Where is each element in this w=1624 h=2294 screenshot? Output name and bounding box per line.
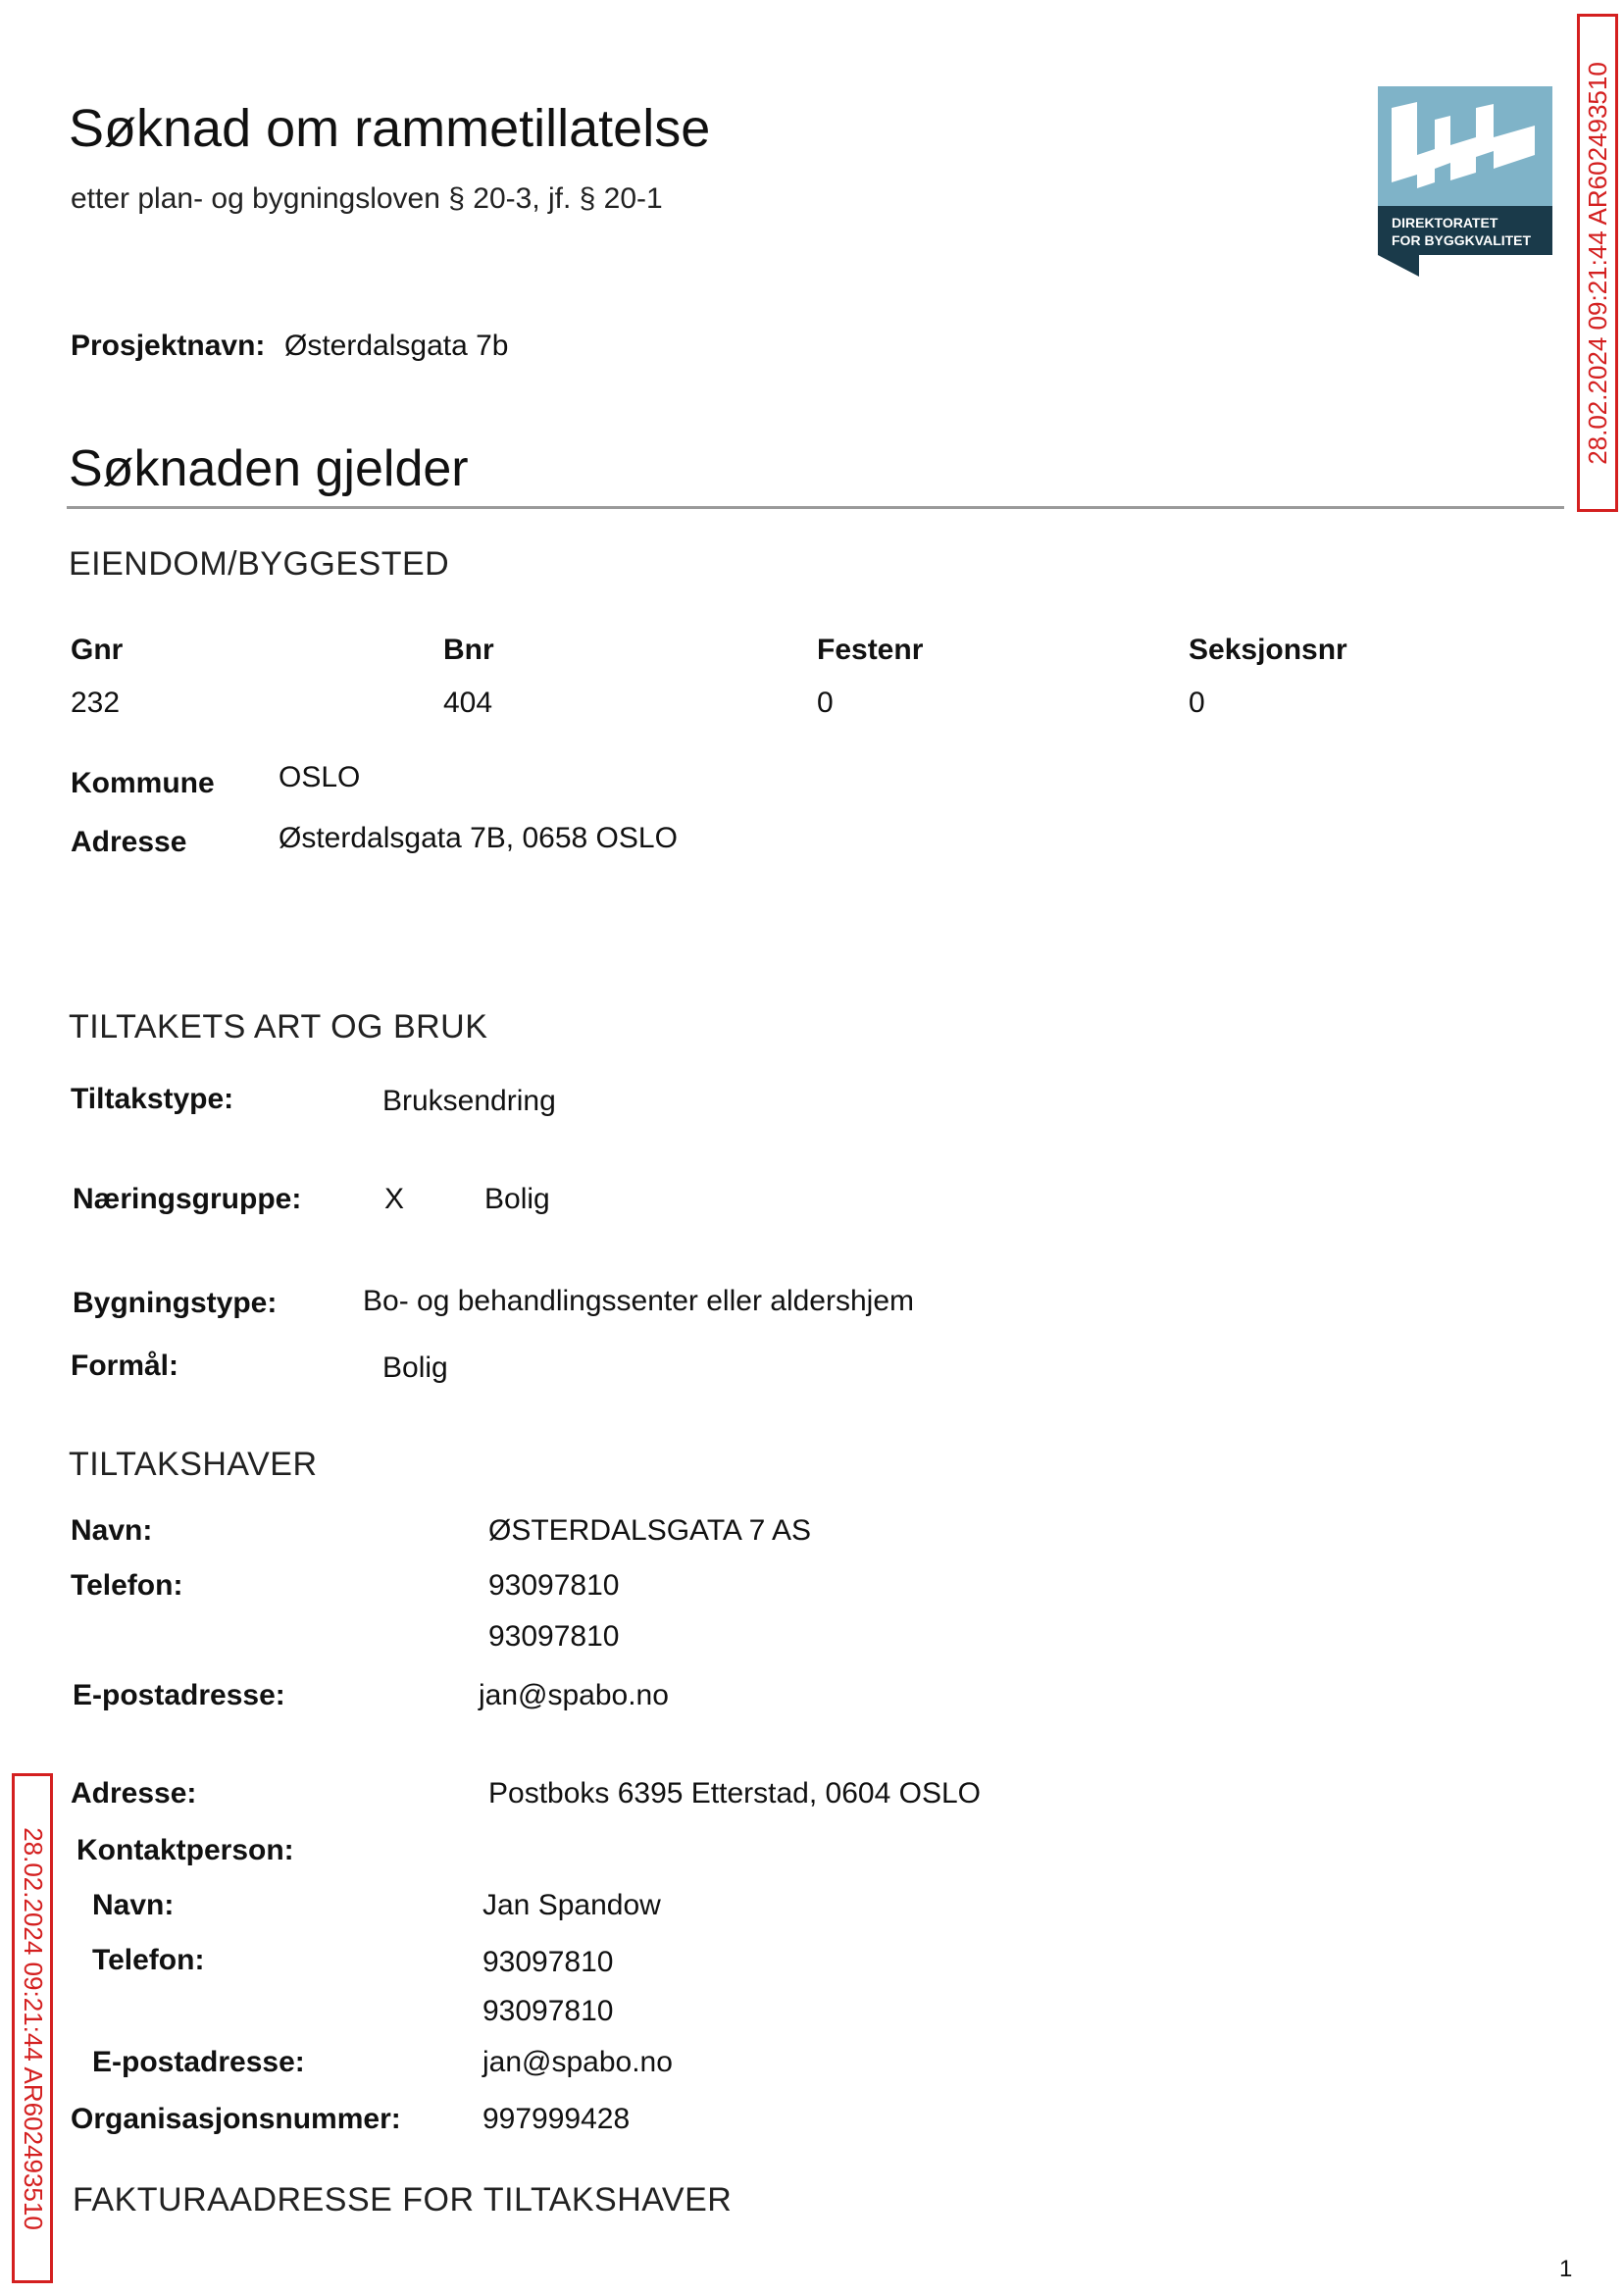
tiltakshaver-adresse-label: Adresse: bbox=[71, 1777, 197, 1810]
kommune-label: Kommune bbox=[71, 767, 215, 799]
timestamp-stamp-left-text: 28.02.2024 09:21:44 AR602493510 bbox=[18, 1826, 48, 2230]
tiltakstype-label: Tiltakstype: bbox=[71, 1083, 234, 1115]
kommune-value: OSLO bbox=[279, 761, 361, 793]
orgnr-label: Organisasjonsnummer: bbox=[71, 2103, 401, 2135]
tiltakshaver-telefon-value-2: 93097810 bbox=[488, 1620, 620, 1653]
formaal-value: Bolig bbox=[382, 1351, 448, 1384]
faktura-heading: FAKTURAADRESSE FOR TILTAKSHAVER bbox=[73, 2181, 733, 2218]
gnr-value: 232 bbox=[71, 687, 121, 719]
naeringsgruppe-label: Næringsgruppe: bbox=[73, 1183, 302, 1215]
tiltakshaver-navn-label: Navn: bbox=[71, 1514, 153, 1547]
dibk-logo bbox=[1378, 86, 1552, 277]
tiltakshaver-heading: TILTAKSHAVER bbox=[69, 1446, 318, 1483]
tiltakshaver-epost-value: jan@spabo.no bbox=[479, 1679, 669, 1711]
project-label: Prosjektnavn: bbox=[71, 330, 266, 362]
tiltakshaver-telefon-label: Telefon: bbox=[71, 1569, 183, 1602]
bnr-label: Bnr bbox=[443, 634, 494, 666]
tiltak-heading: TILTAKETS ART OG BRUK bbox=[69, 1008, 488, 1045]
naeringsgruppe-value: Bolig bbox=[484, 1183, 550, 1215]
logo-text-line2: FOR BYGGKVALITET bbox=[1392, 232, 1532, 248]
property-heading: EIENDOM/BYGGESTED bbox=[69, 545, 450, 583]
festenr-label: Festenr bbox=[817, 634, 924, 666]
gnr-label: Gnr bbox=[71, 634, 124, 666]
bygningstype-value: Bo- og behandlingssenter eller aldershjem bbox=[363, 1285, 915, 1317]
kontakt-telefon-label: Telefon: bbox=[92, 1944, 205, 1976]
timestamp-stamp-left bbox=[12, 1773, 53, 2283]
kontakt-epost-label: E-postadresse: bbox=[92, 2046, 305, 2078]
page-number: 1 bbox=[1559, 2256, 1573, 2282]
seksjonsnr-value: 0 bbox=[1189, 687, 1205, 719]
kontaktperson-label: Kontaktperson: bbox=[76, 1834, 294, 1866]
tiltakshaver-navn-value: ØSTERDALSGATA 7 AS bbox=[488, 1514, 812, 1547]
tiltakstype-value: Bruksendring bbox=[382, 1085, 556, 1117]
adresse-label: Adresse bbox=[71, 826, 187, 858]
building-logo-icon bbox=[1378, 86, 1552, 277]
document-subtitle: etter plan- og bygningsloven § 20-3, jf. § 20-1 bbox=[71, 182, 663, 215]
kontakt-navn-value: Jan Spandow bbox=[482, 1889, 661, 1921]
section-divider bbox=[67, 506, 1564, 509]
section-title: Søknaden gjelder bbox=[69, 440, 469, 497]
naeringsgruppe-code: X bbox=[384, 1183, 405, 1215]
timestamp-stamp-top bbox=[1577, 14, 1618, 512]
bygningstype-label: Bygningstype: bbox=[73, 1287, 278, 1319]
kontakt-epost-value: jan@spabo.no bbox=[482, 2046, 673, 2078]
timestamp-stamp-top-text: 28.02.2024 09:21:44 AR602493510 bbox=[1582, 61, 1612, 465]
tiltakshaver-adresse-value: Postboks 6395 Etterstad, 0604 OSLO bbox=[488, 1777, 981, 1810]
festenr-value: 0 bbox=[817, 687, 834, 719]
adresse-value: Østerdalsgata 7B, 0658 OSLO bbox=[279, 822, 678, 854]
document-title: Søknad om rammetillatelse bbox=[69, 99, 711, 158]
project-value: Østerdalsgata 7b bbox=[284, 330, 509, 362]
tiltakshaver-telefon-value: 93097810 bbox=[488, 1569, 620, 1602]
logo-text-line1: DIREKTORATET bbox=[1392, 215, 1498, 230]
orgnr-value: 997999428 bbox=[482, 2103, 631, 2135]
bnr-value: 404 bbox=[443, 687, 493, 719]
tiltakshaver-epost-label: E-postadresse: bbox=[73, 1679, 285, 1711]
kontakt-telefon-value-2: 93097810 bbox=[482, 1995, 614, 2027]
kontakt-navn-label: Navn: bbox=[92, 1889, 175, 1921]
seksjonsnr-label: Seksjonsnr bbox=[1189, 634, 1347, 666]
formaal-label: Formål: bbox=[71, 1350, 179, 1382]
kontakt-telefon-value: 93097810 bbox=[482, 1946, 614, 1978]
